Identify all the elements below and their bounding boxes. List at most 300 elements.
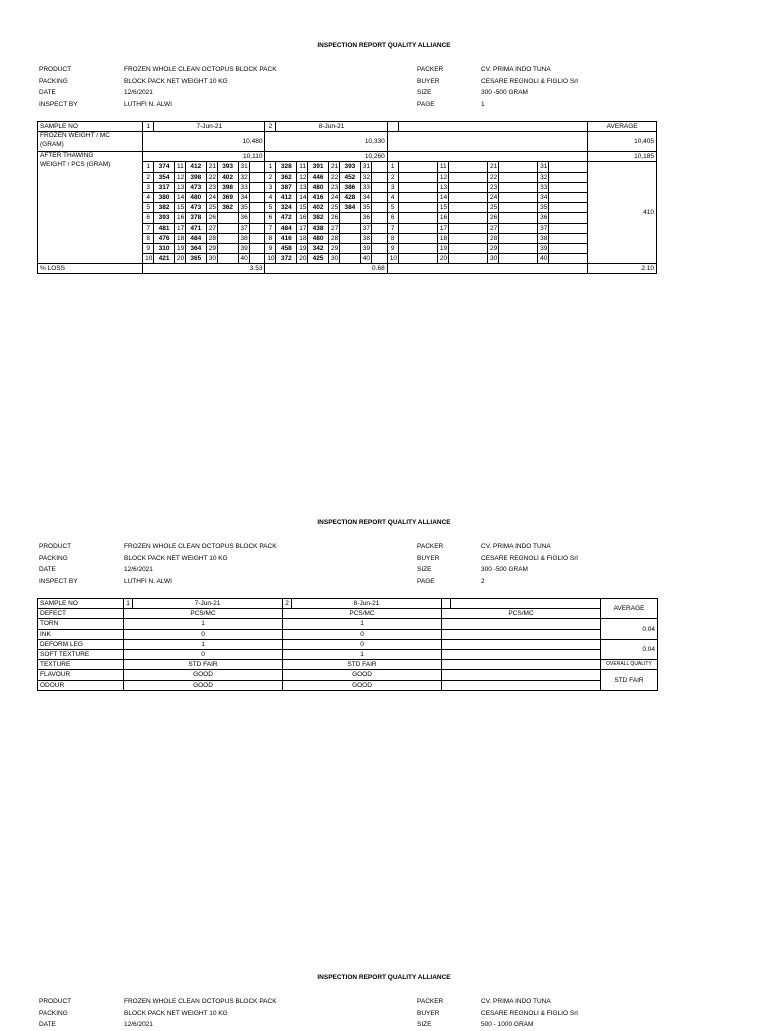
piece-index: 16 (437, 213, 448, 223)
piece-weight (398, 172, 437, 182)
inspect-by-value: LUTHFI N. ALWI (124, 100, 172, 108)
sample-2-loss: 0.68 (265, 264, 387, 274)
product-label: PRODUCT (39, 66, 72, 73)
packer-label: PACKER (417, 543, 444, 550)
piece-weight (217, 223, 238, 233)
piece-index: 37 (238, 223, 249, 233)
piece-index: 3 (143, 182, 154, 192)
header-labels (39, 541, 78, 587)
product-value: FROZEN WHOLE CLEAN OCTOPUS BLOCK PACK (124, 543, 277, 550)
piece-index: 38 (538, 233, 549, 243)
piece-index: 7 (143, 223, 154, 233)
quality-name: TEXTURE (38, 660, 124, 670)
piece-index: 21 (329, 162, 340, 172)
piece-index: 7 (387, 223, 398, 233)
defect-row (38, 619, 658, 629)
piece-index: 36 (360, 213, 371, 223)
average-defect-1: 0.04 (601, 619, 658, 639)
sample-1-number: 1 (124, 599, 133, 609)
piece-weight: 391 (308, 162, 329, 172)
sample-no-row (38, 122, 657, 132)
piece-index: 23 (487, 182, 498, 192)
piece-index: 19 (174, 243, 185, 253)
piece-index: 22 (487, 172, 498, 182)
buyer-label: BUYER (417, 1009, 440, 1017)
piece-index: 33 (238, 182, 249, 192)
piece-index: 4 (387, 192, 398, 202)
piece-index: 20 (297, 254, 308, 264)
sample-2-defect-value: 1 (283, 649, 442, 659)
piece-index: 14 (174, 192, 185, 202)
piece-weight: 380 (154, 192, 175, 202)
page-value: 1 (481, 100, 485, 108)
piece-index: 9 (143, 243, 154, 253)
piece-index: 4 (265, 192, 276, 202)
buyer-label: BUYER (417, 77, 440, 85)
piece-weight: 362 (217, 203, 238, 213)
piece-weight (549, 182, 588, 192)
piece-index: 18 (437, 233, 448, 243)
piece-index: 12 (437, 172, 448, 182)
quality-row (38, 680, 658, 690)
piece-index: 23 (329, 182, 340, 192)
sample-1-date: 7-Jun-21 (154, 122, 265, 132)
buyer-label: BUYER (417, 554, 440, 562)
piece-weight (371, 203, 387, 213)
piece-index: 9 (387, 243, 398, 253)
sample-2-thaw-weight: 10,260 (265, 152, 387, 162)
sample-1-frozen-weight: 10,480 (143, 132, 265, 152)
piece-weight: 412 (276, 192, 297, 202)
defect-table (37, 598, 658, 691)
piece-index: 34 (538, 192, 549, 202)
piece-index: 30 (329, 254, 340, 264)
piece-weight (448, 162, 487, 172)
piece-weight: 324 (276, 203, 297, 213)
piece-weight: 480 (308, 233, 329, 243)
sample-2-defect-value: 0 (283, 629, 442, 639)
piece-weight (549, 213, 588, 223)
size-value: 500 - 1000 GRAM (481, 1021, 534, 1028)
piece-weight: 374 (154, 162, 175, 172)
sample-2-quality-value: GOOD (283, 680, 442, 690)
packer-value: CV. PRIMA INDO TUNA (481, 543, 551, 550)
piece-index: 26 (329, 213, 340, 223)
piece-index: 8 (143, 233, 154, 243)
piece-weight (498, 243, 537, 253)
thawing-weight-label: AFTER THAWING WEIGHT / PCS (GRAM) (38, 152, 143, 264)
piece-weight: 310 (154, 243, 175, 253)
piece-index: 38 (360, 233, 371, 243)
piece-weight (217, 243, 238, 253)
page-value: 2 (481, 577, 485, 585)
sample-no-label: SAMPLE NO (38, 122, 143, 132)
piece-weight (549, 203, 588, 213)
piece-index: 23 (206, 182, 217, 192)
piece-weight (448, 213, 487, 223)
piece-weight: 393 (340, 162, 361, 172)
report-title: INSPECTION REPORT QUALITY ALLIANCE (317, 519, 451, 526)
piece-weight (448, 223, 487, 233)
sample-1-quality-value: GOOD (124, 680, 283, 690)
piece-weight (249, 172, 265, 182)
sample-3-defect-value (442, 649, 601, 659)
piece-weight (398, 243, 437, 253)
piece-index: 20 (437, 254, 448, 264)
size-value: 300 -500 GRAM (481, 89, 528, 96)
piece-index: 29 (487, 243, 498, 253)
piece-weight (340, 233, 361, 243)
sample-2-defect-value: 0 (283, 639, 442, 649)
defect-name: TORN (38, 619, 124, 629)
piece-weight: 372 (276, 254, 297, 264)
piece-index: 17 (437, 223, 448, 233)
frozen-weight-label: FROZEN WEIGHT / MC (GRAM) (38, 132, 143, 152)
piece-weight (249, 192, 265, 202)
piece-index: 12 (174, 172, 185, 182)
sample-2-frozen-weight: 10,330 (265, 132, 387, 152)
report-title: INSPECTION REPORT QUALITY ALLIANCE (317, 974, 451, 981)
sample-3-defect-value (442, 629, 601, 639)
piece-index: 1 (387, 162, 398, 172)
piece-weight (448, 254, 487, 264)
product-label: PRODUCT (39, 998, 72, 1005)
piece-index: 32 (538, 172, 549, 182)
piece-weight (398, 233, 437, 243)
piece-index: 28 (206, 233, 217, 243)
piece-weight (249, 162, 265, 172)
piece-weight: 328 (276, 162, 297, 172)
piece-weight (249, 243, 265, 253)
piece-index: 31 (360, 162, 371, 172)
piece-weight: 378 (185, 213, 206, 223)
piece-index: 35 (360, 203, 371, 213)
piece-weight (398, 254, 437, 264)
piece-weight: 393 (154, 213, 175, 223)
piece-index: 25 (329, 203, 340, 213)
size-label: SIZE (417, 566, 432, 573)
piece-weight (498, 213, 537, 223)
sample-3-defect-value (442, 639, 601, 649)
piece-weight: 387 (276, 182, 297, 192)
piece-weight: 398 (217, 182, 238, 192)
piece-index: 18 (297, 233, 308, 243)
defect-name: DEFORM LEG (38, 639, 124, 649)
packer-value: CV. PRIMA INDO TUNA (481, 66, 551, 73)
piece-weight (448, 172, 487, 182)
sample-2-unit: PCS/MC (283, 609, 442, 619)
packer-value: CV. PRIMA INDO TUNA (481, 998, 551, 1005)
piece-index: 2 (265, 172, 276, 182)
piece-weight (340, 243, 361, 253)
sample-3-unit: PCS/MC (442, 609, 601, 619)
piece-weight (371, 172, 387, 182)
piece-index: 33 (538, 182, 549, 192)
piece-weight (498, 233, 537, 243)
piece-index: 21 (206, 162, 217, 172)
sample-3-quality-value (442, 670, 601, 680)
sample-3-thaw-weight (387, 152, 588, 162)
piece-weight (498, 162, 537, 172)
piece-index: 12 (297, 172, 308, 182)
piece-index: 6 (265, 213, 276, 223)
sample-3-number (387, 122, 398, 132)
product-label: PRODUCT (39, 543, 72, 550)
piece-weight: 473 (185, 182, 206, 192)
piece-weight (549, 192, 588, 202)
piece-weight (498, 172, 537, 182)
piece-weight (498, 203, 537, 213)
piece-weight (398, 182, 437, 192)
piece-index: 3 (387, 182, 398, 192)
piece-index: 11 (297, 162, 308, 172)
piece-index: 6 (143, 213, 154, 223)
piece-weight (371, 162, 387, 172)
piece-weight (448, 192, 487, 202)
piece-index: 22 (206, 172, 217, 182)
packer-label: PACKER (417, 66, 444, 73)
piece-weight: 481 (154, 223, 175, 233)
header-labels-right (417, 64, 443, 110)
piece-index: 14 (437, 192, 448, 202)
piece-weight: 354 (154, 172, 175, 182)
piece-weight (340, 254, 361, 264)
piece-weight (398, 203, 437, 213)
piece-index: 10 (387, 254, 398, 264)
piece-index: 19 (437, 243, 448, 253)
piece-weight: 416 (276, 233, 297, 243)
sample-2-number: 2 (265, 122, 276, 132)
loss-row (38, 264, 657, 274)
piece-weight (398, 213, 437, 223)
piece-weight (249, 182, 265, 192)
piece-weight (448, 233, 487, 243)
piece-index: 2 (387, 172, 398, 182)
piece-weight (549, 254, 588, 264)
sample-2-number: 2 (283, 599, 292, 609)
loss-label: % LOSS (38, 264, 143, 274)
sample-3-quality-value (442, 660, 601, 670)
piece-weight: 384 (340, 203, 361, 213)
piece-index: 5 (143, 203, 154, 213)
piece-weight: 412 (185, 162, 206, 172)
piece-index: 15 (437, 203, 448, 213)
sample-1-number: 1 (143, 122, 154, 132)
date-value: 12/6/2021 (124, 1021, 153, 1028)
page-label: PAGE (417, 577, 435, 585)
sample-1-unit: PCS/MC (124, 609, 283, 619)
date-label: DATE (39, 1021, 56, 1028)
sample-3-quality-value (442, 680, 601, 690)
piece-weight (340, 223, 361, 233)
packing-label: PACKING (39, 554, 68, 562)
piece-weight (498, 254, 537, 264)
sample-1-loss: 3.53 (143, 264, 265, 274)
piece-weight: 416 (308, 192, 329, 202)
size-label: SIZE (417, 89, 432, 96)
piece-index: 14 (297, 192, 308, 202)
piece-index: 8 (265, 233, 276, 243)
quality-row (38, 670, 658, 680)
average-thaw-weight: 10,185 (588, 152, 657, 162)
average-frozen-weight: 10,405 (588, 132, 657, 152)
piece-index: 36 (538, 213, 549, 223)
piece-weight (498, 192, 537, 202)
piece-index: 36 (238, 213, 249, 223)
piece-index: 8 (387, 233, 398, 243)
sample-3-date (398, 122, 588, 132)
piece-index: 11 (437, 162, 448, 172)
buyer-value: CESARE REGNOLI & FIGLIO Srl (481, 554, 578, 562)
overall-quality-label: OVERALL QUALITY (601, 660, 658, 670)
piece-index: 30 (206, 254, 217, 264)
piece-index: 11 (174, 162, 185, 172)
quality-name: ODOUR (38, 680, 124, 690)
average-label: AVERAGE (601, 599, 658, 619)
piece-weight: 428 (340, 192, 361, 202)
average-label: AVERAGE (588, 122, 657, 132)
product-value: FROZEN WHOLE CLEAN OCTOPUS BLOCK PACK (124, 998, 277, 1005)
piece-weight: 398 (185, 172, 206, 182)
quality-name: FLAVOUR (38, 670, 124, 680)
piece-weight (371, 233, 387, 243)
page-label: PAGE (417, 100, 435, 108)
header-labels-right (417, 996, 443, 1031)
piece-index: 40 (360, 254, 371, 264)
piece-weight: 342 (308, 243, 329, 253)
piece-weight: 484 (185, 233, 206, 243)
header-values (124, 64, 277, 110)
piece-weight (371, 192, 387, 202)
piece-index: 30 (487, 254, 498, 264)
piece-index: 16 (174, 213, 185, 223)
piece-index: 20 (174, 254, 185, 264)
piece-index: 24 (206, 192, 217, 202)
piece-weight (217, 254, 238, 264)
piece-weight: 364 (185, 243, 206, 253)
piece-index: 19 (297, 243, 308, 253)
frozen-weight-row (38, 132, 657, 152)
piece-weight (549, 233, 588, 243)
defect-name: INK (38, 629, 124, 639)
date-value: 12/6/2021 (124, 89, 153, 96)
average-defect-2: 0.04 (601, 639, 658, 659)
piece-weight (371, 213, 387, 223)
thawing-weight-row (38, 152, 657, 162)
piece-index: 10 (265, 254, 276, 264)
header-labels (39, 64, 78, 110)
piece-weight (371, 243, 387, 253)
piece-index: 22 (329, 172, 340, 182)
piece-index: 27 (487, 223, 498, 233)
piece-index: 40 (538, 254, 549, 264)
size-label: SIZE (417, 1021, 432, 1028)
piece-index: 13 (437, 182, 448, 192)
piece-index: 3 (265, 182, 276, 192)
piece-weight (549, 172, 588, 182)
piece-index: 24 (487, 192, 498, 202)
piece-weight (249, 233, 265, 243)
sample-1-date: 7-Jun-21 (133, 599, 283, 609)
piece-index: 17 (174, 223, 185, 233)
piece-index: 26 (487, 213, 498, 223)
piece-index: 9 (265, 243, 276, 253)
piece-index: 21 (487, 162, 498, 172)
piece-index: 17 (297, 223, 308, 233)
piece-weight: 480 (308, 182, 329, 192)
piece-weight (398, 192, 437, 202)
piece-index: 33 (360, 182, 371, 192)
header-labels (39, 996, 71, 1031)
piece-index: 32 (360, 172, 371, 182)
piece-index: 34 (360, 192, 371, 202)
piece-weight (448, 203, 487, 213)
sample-no-row (38, 599, 658, 609)
sample-1-defect-value: 0 (124, 649, 283, 659)
piece-index: 4 (143, 192, 154, 202)
quality-row (38, 660, 658, 670)
piece-index: 31 (538, 162, 549, 172)
piece-index: 40 (238, 254, 249, 264)
piece-index: 32 (238, 172, 249, 182)
defect-header-row (38, 609, 658, 619)
piece-weight: 402 (217, 172, 238, 182)
date-label: DATE (39, 89, 56, 96)
sample-2-quality-value: GOOD (283, 670, 442, 680)
sample-3-frozen-weight (387, 132, 588, 152)
sample-2-date: 8-Jun-21 (276, 122, 387, 132)
piece-weight: 393 (217, 162, 238, 172)
average-loss: 2.10 (588, 264, 657, 274)
piece-weight (498, 182, 537, 192)
piece-index: 13 (174, 182, 185, 192)
piece-index: 34 (238, 192, 249, 202)
piece-index: 6 (387, 213, 398, 223)
piece-index: 25 (487, 203, 498, 213)
piece-index: 38 (238, 233, 249, 243)
piece-weight (398, 223, 437, 233)
piece-weight: 472 (276, 213, 297, 223)
piece-weight: 317 (154, 182, 175, 192)
overall-quality-value: STD FAIR (601, 670, 658, 690)
defect-row (38, 649, 658, 659)
sample-1-defect-value: 0 (124, 629, 283, 639)
date-value: 12/6/2021 (124, 566, 153, 573)
piece-index: 37 (538, 223, 549, 233)
inspect-by-label: INSPECT BY (39, 577, 78, 585)
sample-1-quality-value: GOOD (124, 670, 283, 680)
piece-weight (371, 182, 387, 192)
piece-index: 13 (297, 182, 308, 192)
piece-weight (371, 223, 387, 233)
piece-weight (448, 182, 487, 192)
defect-name: SOFT TEXTURE (38, 649, 124, 659)
piece-index: 31 (238, 162, 249, 172)
piece-weight: 382 (308, 213, 329, 223)
piece-index: 15 (297, 203, 308, 213)
buyer-value: CESARE REGNOLI & FIGLIO Srl (481, 1009, 578, 1017)
sample-1-defect-value: 1 (124, 639, 283, 649)
piece-index: 28 (487, 233, 498, 243)
sample-3-defect-value (442, 619, 601, 629)
piece-index: 18 (174, 233, 185, 243)
piece-weight: 425 (308, 254, 329, 264)
piece-index: 27 (206, 223, 217, 233)
piece-index: 1 (265, 162, 276, 172)
piece-weight (340, 213, 361, 223)
piece-weight: 421 (154, 254, 175, 264)
average-piece-weight: 410 (588, 162, 657, 264)
